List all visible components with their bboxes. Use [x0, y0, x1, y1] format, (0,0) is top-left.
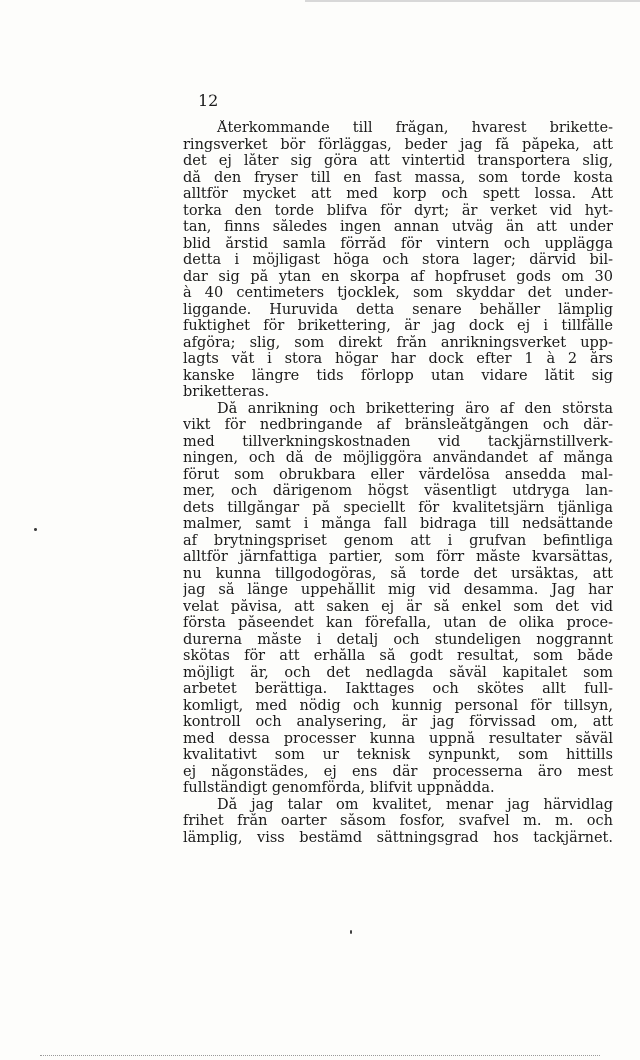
text-line: blid årstid samla förråd för vintern och upplägga [183, 235, 613, 252]
text-line: af brytningspriset genom att i grufvan befintliga [183, 532, 613, 549]
text-line: Då anrikning och brikettering äro af den största [217, 400, 613, 417]
text-line: Då jag talar om kvalitet, menar jag härvidlag [217, 796, 613, 813]
text-line: det ej låter sig göra att vintertid transportera slig, [183, 153, 613, 169]
text-line: ringsverket bör förläggas, beder jag få påpeka, att [183, 136, 613, 153]
scan-speck [350, 930, 352, 934]
text-line: ej någonstädes, ej ens där processerna äro mest [183, 763, 613, 780]
text-line: vikt för nedbringande af bränsleåtgången och där- [183, 417, 613, 433]
text-line: kontroll och analysering, är jag förvissad om, att [183, 714, 613, 730]
text-line: kvalitativt som ur teknisk synpunkt, som hittills [183, 747, 613, 763]
text-line: lagts våt i stora högar har dock efter 1 à 2 års [183, 351, 613, 367]
scan-speck [34, 528, 37, 531]
text-line: Återkommande till frågan, hvarest brikette- [217, 120, 613, 136]
text-line: första påseendet kan förefalla, utan de olika proce- [183, 615, 613, 631]
text-line: då den fryser till en fast massa, som torde kosta [183, 169, 613, 186]
scan-edge-bottom [40, 1055, 600, 1057]
text-line: malmer, samt i många fall bidraga till nedsättande [183, 516, 613, 532]
text-line: alltför mycket att med korp och spett lossa. Att [183, 186, 613, 202]
text-line: möjligt är, och det nedlagda såväl kapitalet som [183, 664, 613, 681]
text-line: liggande. Huruvida detta senare behåller lämplig [183, 301, 613, 318]
text-line: à 40 centimeters tjocklek, som skyddar det under- [183, 285, 613, 301]
text-line: fullständigt genomförda, blifvit uppnådda. [183, 780, 495, 796]
body-text [183, 120, 613, 846]
text-line: skötas för att erhålla så godt resultat, som både [183, 648, 613, 664]
text-line: kanske längre tids förlopp utan vidare låtit sig [183, 367, 613, 384]
text-line: briketteras. [183, 384, 270, 400]
text-line: fuktighet för brikettering, är jag dock ej i tillfälle [183, 318, 613, 334]
paragraph-2 [183, 401, 613, 797]
text-line: jag så länge uppehållit mig vid desamma. Jag har [183, 582, 613, 598]
text-line: afgöra; slig, som direkt från anrikningsverket upp- [183, 334, 613, 351]
scan-edge-top [305, 0, 640, 2]
text-line: arbetet berättiga. Iakttages och skötes allt full- [183, 681, 613, 697]
text-line: förut som obrukbara eller värdelösa ansedda mal- [183, 466, 613, 483]
text-line: dets tillgångar på speciellt för kvalitetsjärn tjänliga [183, 499, 613, 516]
text-line: tan, finns således ingen annan utväg än att under [183, 219, 613, 235]
text-line: frihet från oarter såsom fosfor, svafvel m. m. och [183, 813, 613, 829]
text-line: ningen, och då de möjliggöra användandet af många [183, 450, 613, 466]
paragraph-1 [183, 120, 613, 401]
text-line: alltför järnfattiga partier, som förr måste kvarsättas, [183, 549, 613, 565]
paragraph-3 [183, 797, 613, 847]
text-line: torka den torde blifva för dyrt; är verket vid hyt- [183, 202, 613, 219]
text-line: durerna måste i detalj och stundeligen noggrannt [183, 631, 613, 648]
text-line: detta i möjligast höga och stora lager; därvid bil- [183, 252, 613, 268]
text-line: nu kunna tillgodogöras, så torde det ursäktas, att [183, 565, 613, 582]
text-line: dar sig på ytan en skorpa af hopfruset gods om 30 [183, 268, 613, 285]
page-number: 12 [198, 91, 219, 110]
text-line: mer, och därigenom högst väsentligt utdryga lan- [183, 483, 613, 499]
text-line: lämplig, viss bestämd sättningsgrad hos tackjärnet. [183, 829, 613, 846]
text-line: med tillverkningskostnaden vid tackjärnstillverk- [183, 433, 613, 450]
text-line: komligt, med nödig och kunnig personal för tillsyn, [183, 697, 613, 714]
text-line: velat påvisa, att saken ej är så enkel som det vid [183, 598, 613, 615]
text-line: med dessa processer kunna uppnå resultater såväl [183, 730, 613, 747]
